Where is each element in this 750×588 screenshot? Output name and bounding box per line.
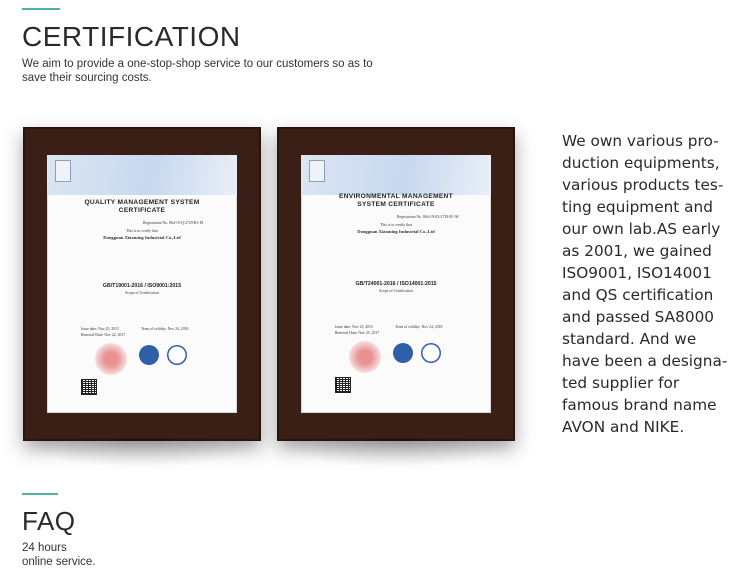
certificate-title-line2: CERTIFICATE bbox=[118, 207, 166, 214]
certificate-paper bbox=[47, 155, 237, 413]
red-seal-icon bbox=[349, 341, 381, 373]
qr-code-icon bbox=[81, 379, 97, 395]
certification-body-logo-icon bbox=[55, 160, 71, 182]
faq-title: FAQ bbox=[22, 506, 76, 536]
certificate-standard: GB/T24001-2016 / ISO14001:2015 bbox=[355, 281, 437, 287]
certificate-shadow bbox=[277, 438, 515, 468]
certificate-certify-text: This is to certify that bbox=[380, 223, 412, 227]
certificate-validity: Term of validity: Nov 24, 2018 bbox=[141, 327, 189, 331]
certificate-renewal: Renewal Date: Nov 22, 2017 bbox=[81, 333, 126, 337]
iaf-logo-icon bbox=[139, 345, 159, 365]
red-seal-icon bbox=[95, 343, 127, 375]
cnas-logo-icon bbox=[421, 343, 441, 363]
certification-description: We own various pro- duction equipments, various products tes- ting equipment and our own lab.AS early as 2001, we gained ISO9001, ISO14001 and QS certification and passed SA8000 standard. And we have been a designa- ted supplier for famous brand name AVON and NIKE. bbox=[562, 132, 728, 436]
faq-subtitle-line2: online service. bbox=[22, 556, 96, 568]
certificate-title bbox=[47, 199, 237, 215]
certificate-standard: GB/T19001-2016 / ISO9001:2015 bbox=[102, 283, 182, 289]
certificate-frame-environmental bbox=[277, 127, 515, 441]
certificate-header-band bbox=[47, 155, 237, 195]
certificate-title-line1: ENVIRONMENTAL MANAGEMENT bbox=[339, 193, 453, 200]
certificate-title-line2: SYSTEM CERTIFICATE bbox=[357, 201, 435, 208]
certificate-scope-label: Scope of Certification bbox=[125, 291, 159, 295]
qr-code-icon bbox=[335, 377, 351, 393]
certificate-issue-date: Issue date: Nov 25, 2015 bbox=[335, 325, 373, 329]
certificate-title-line1: QUALITY MANAGEMENT SYSTEM bbox=[84, 199, 200, 206]
certificate-scope-label: Scope of Certification bbox=[379, 289, 413, 293]
certification-subtitle-line1: We aim to provide a one-stop-shop service to our customers so as to bbox=[22, 58, 373, 70]
certification-body-logo-icon bbox=[309, 160, 325, 182]
certificate-certify-text: This is to certify that bbox=[126, 229, 158, 233]
certificate-validity: Term of validity: Nov 24, 2018 bbox=[395, 325, 443, 329]
certificate-registration: Registration No. 864-19-Q-2729-R1-M bbox=[143, 221, 204, 225]
faq-accent-line bbox=[22, 493, 58, 495]
certificate-company: Dongguan Xiaoming Industrial Co.,Ltd bbox=[357, 229, 435, 234]
certificate-company: Dongguan Xiaoming Industrial Co.,Ltd bbox=[103, 235, 181, 240]
certificate-paper bbox=[301, 155, 491, 413]
certification-subtitle-line2: save their sourcing costs. bbox=[22, 72, 152, 84]
iaf-logo-icon bbox=[393, 343, 413, 363]
certification-accent-line bbox=[22, 8, 60, 10]
certification-title: CERTIFICATION bbox=[22, 21, 241, 52]
certificate-title bbox=[301, 193, 491, 209]
certificate-renewal: Renewal Date: Nov 25, 2017 bbox=[335, 331, 380, 335]
faq-subtitle-line1: 24 hours bbox=[22, 542, 67, 554]
certificate-shadow bbox=[23, 438, 261, 468]
certificate-header-band bbox=[301, 155, 491, 195]
certificate-registration: Registration No. 864-19-E2-2729-R1-M bbox=[397, 215, 459, 219]
certificate-issue-date: Issue date: Nov 25, 2015 bbox=[81, 327, 119, 331]
certificate-frame-quality bbox=[23, 127, 261, 441]
cnas-logo-icon bbox=[167, 345, 187, 365]
